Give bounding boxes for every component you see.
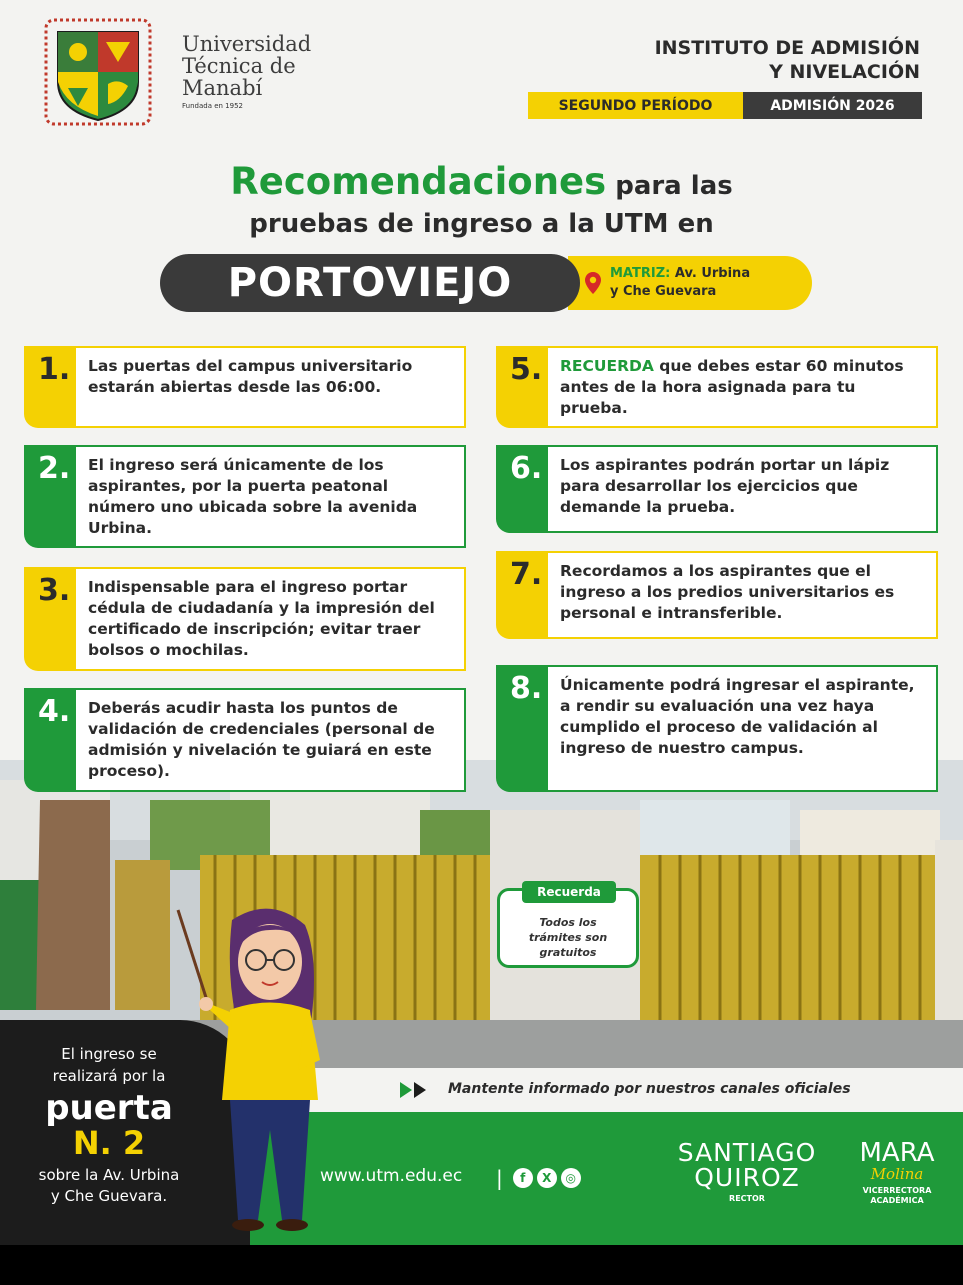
recommendation-card-5 (496, 346, 938, 428)
university-name (182, 33, 311, 111)
reminder-line: Todos los (539, 916, 597, 929)
card-text: Deberás acudir hasta los puntos de validación de credenciales (personal de admisión y nivelación te guiará en este proceso). (76, 688, 466, 792)
founded-text: Fundada en 1952 (182, 102, 243, 110)
card-number-tab (24, 346, 76, 428)
card-number-tab (496, 445, 548, 533)
location-pin-icon (584, 271, 602, 295)
gate-puerta: puerta (45, 1088, 173, 1128)
card-text-rest: que debes estar 60 minutos antes de la hora asignada para tu prueba. (560, 357, 904, 417)
rector-signature (672, 1140, 822, 1203)
recommendation-card-7 (496, 551, 938, 639)
recommendation-card-4 (24, 688, 466, 792)
card-text (548, 346, 938, 428)
card-number-tab (24, 445, 76, 548)
card-text: Indispensable para el ingreso portar cédula de ciudadanía y la impresión del certificado de inscripción; evitar traer bolsos o mochilas. (76, 567, 466, 671)
gate-line: sobre la Av. Urbina (38, 1166, 180, 1184)
admission-label: ADMISIÓN 2026 (743, 92, 922, 119)
vice-signature (845, 1140, 949, 1206)
card-highlight: RECUERDA (560, 357, 654, 375)
card-text: Los aspirantes podrán portar un lápiz para desarrollar los ejercicios que demande la prueba. (548, 445, 938, 533)
card-text: El ingreso será únicamente de los aspirantes, por la puerta peatonal número uno ubicada sobre la avenida Urbina. (76, 445, 466, 548)
gate-line: realizará por la (52, 1067, 166, 1085)
rector-name-line: QUIROZ (694, 1163, 800, 1192)
city-pill: PORTOVIEJO (160, 254, 580, 312)
facebook-icon[interactable]: f (513, 1168, 533, 1188)
bottom-black-bar (0, 1245, 963, 1285)
rector-role: RECTOR (729, 1194, 765, 1203)
title-highlight: Recomendaciones (230, 160, 607, 203)
card-number: 4. (38, 694, 71, 729)
rector-name-line: SANTIAGO (677, 1138, 817, 1167)
title-rest: para las (606, 171, 733, 201)
card-number: 6. (510, 451, 543, 486)
university-name-line: Manabí (182, 76, 263, 100)
card-number: 8. (510, 671, 543, 706)
recommendation-card-8 (496, 665, 938, 792)
card-number: 3. (38, 573, 71, 608)
address-line1: Av. Urbina (670, 266, 751, 281)
reminder-badge (497, 885, 639, 968)
x-icon[interactable]: X (537, 1168, 557, 1188)
vice-surname: Molina (870, 1165, 924, 1183)
card-number-tab (24, 567, 76, 671)
university-name-line: Universidad (182, 32, 312, 56)
period-label: SEGUNDO PERÍODO (528, 92, 743, 119)
vice-name: MARA (859, 1138, 935, 1168)
address-pill (568, 256, 812, 310)
recommendation-card-2 (24, 445, 466, 548)
card-number-tab (496, 346, 548, 428)
card-number: 5. (510, 352, 543, 387)
card-text: Recordamos a los aspirantes que el ingreso a los predios universitarios es personal e intransferible. (548, 551, 938, 639)
reminder-tag: Recuerda (522, 881, 616, 903)
university-name-line: Técnica de (182, 54, 296, 78)
address-label: MATRIZ: (610, 266, 671, 281)
double-arrow-icon (398, 1080, 432, 1100)
address-line2: y Che Guevara (610, 284, 717, 299)
website-link[interactable]: www.utm.edu.ec (320, 1166, 463, 1186)
vice-role-line: VICERRECTORA (862, 1186, 932, 1195)
info-text: Mantente informado por nuestros canales oficiales (448, 1081, 851, 1097)
card-number-tab (496, 665, 548, 792)
separator: | (496, 1166, 503, 1190)
card-number: 2. (38, 451, 71, 486)
vice-role-line: ACADÉMICA (870, 1196, 924, 1205)
card-number: 1. (38, 352, 71, 387)
address-text (610, 265, 750, 301)
instagram-icon[interactable]: ◎ (561, 1168, 581, 1188)
institute-title (655, 36, 920, 84)
gate-number: N. 2 (72, 1124, 146, 1162)
university-logo-icon (44, 18, 152, 126)
card-number: 7. (510, 557, 543, 592)
recommendation-card-3 (24, 567, 466, 671)
gate-line: El ingreso se (61, 1045, 157, 1063)
institute-title-line: INSTITUTO DE ADMISIÓN (654, 37, 920, 59)
period-bar (528, 92, 922, 119)
reminder-line: gratuitos (539, 946, 597, 959)
recommendation-card-6 (496, 445, 938, 533)
card-text: Únicamente podrá ingresar el aspirante, a rendir su evaluación una vez haya cumplido el proceso de validación al ingreso de nuestro campus. (548, 665, 938, 792)
recommendation-card-1 (24, 346, 466, 428)
card-number-tab (24, 688, 76, 792)
main-title (0, 160, 963, 203)
teacher-illustration (170, 900, 340, 1245)
main-title-line2: pruebas de ingreso a la UTM en (249, 209, 714, 239)
reminder-line: trámites son (528, 931, 608, 944)
card-number-tab (496, 551, 548, 639)
card-text: Las puertas del campus universitario estarán abiertas desde las 06:00. (76, 346, 466, 428)
institute-title-line: Y NIVELACIÓN (769, 61, 920, 83)
reminder-text (500, 915, 636, 960)
social-links (496, 1166, 581, 1190)
gate-line: y Che Guevara. (50, 1187, 168, 1205)
